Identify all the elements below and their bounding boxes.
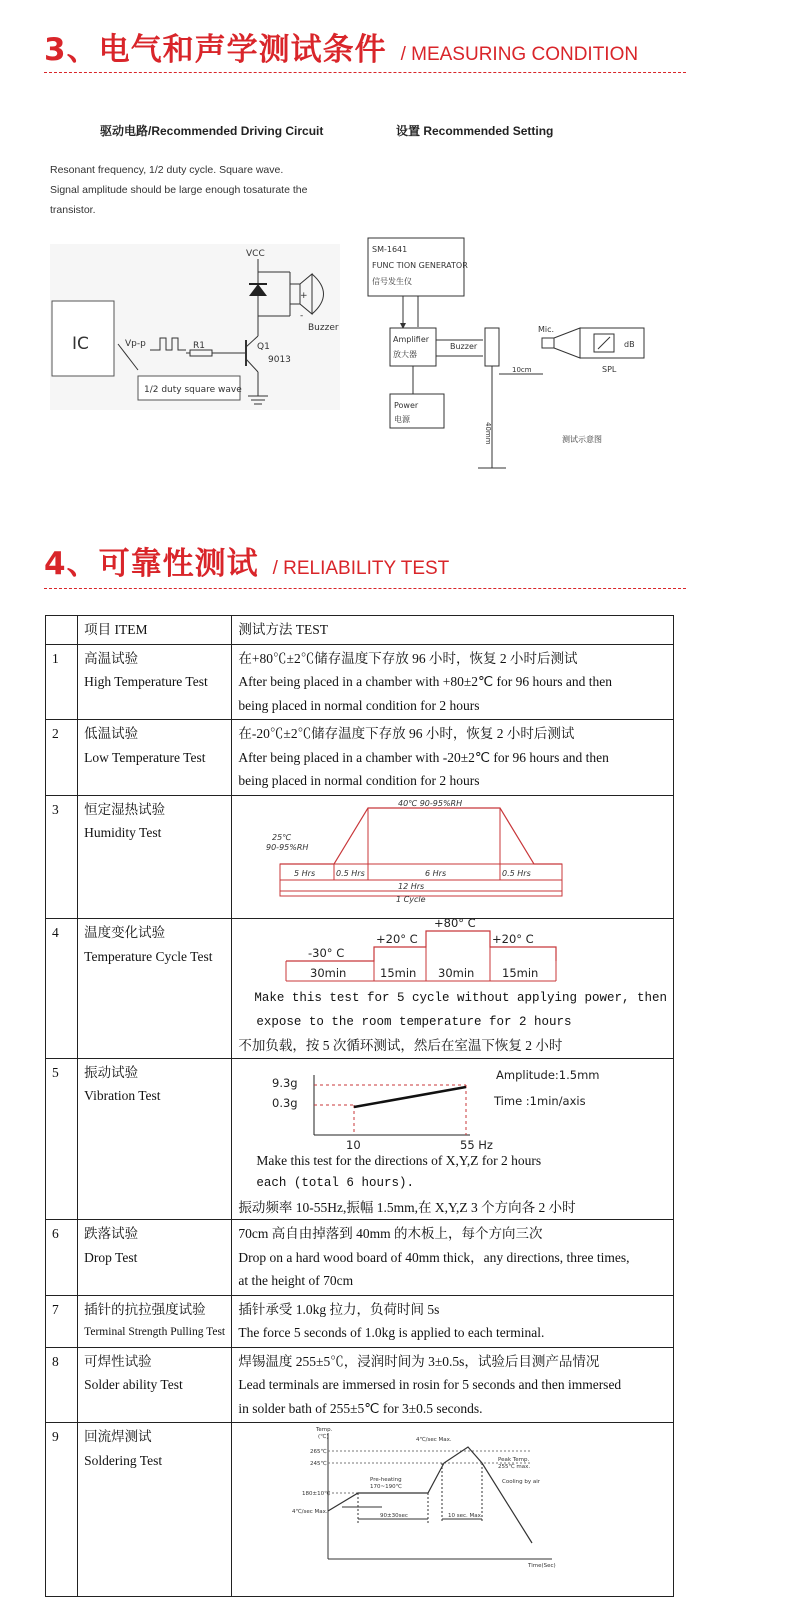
q1-label: Q1 [257, 342, 270, 352]
driving-circuit-diagram [50, 244, 340, 410]
test-line: After being placed in a chamber with +80±2℃ for 96 hours and then [238, 674, 612, 689]
section-3-title: 3、电气和声学测试条件 [44, 32, 387, 68]
height-label: 40mm [484, 422, 492, 445]
test-line: Drop on a hard wood board of 40mm thick，any directions, three times, [238, 1249, 630, 1265]
row-item [78, 1220, 232, 1296]
desc-line: transistor. [50, 204, 96, 216]
table-row [46, 1058, 674, 1220]
test-line: 70cm 高自由掉落到 40mm 的木板上，每个方向三次 [238, 1226, 543, 1241]
setting-label: 设置 Recommended Setting [396, 124, 554, 138]
mic-symbol [542, 338, 554, 348]
reflow-peak-2: 255℃ max. [498, 1464, 531, 1470]
test-line: 振动频率 10-55Hz,振幅 1.5mm,在 X,Y,Z 3 个方向各 2 小时 [238, 1199, 576, 1215]
table-row [46, 720, 674, 796]
row-number: 8 [46, 1347, 78, 1423]
table-row [46, 1295, 674, 1347]
row-test [232, 919, 674, 1059]
row-test [232, 1423, 674, 1597]
reflow-245: 245℃ [310, 1461, 328, 1467]
humidity-top-label: 40℃ 90-95%RH [398, 798, 463, 808]
item-en: Temperature Cycle Test [84, 948, 213, 964]
section-4-divider [44, 588, 686, 589]
row-test [232, 1058, 674, 1220]
row-test [232, 720, 674, 796]
vib-y-high: 9.3g [272, 1075, 299, 1090]
reflow-profile-diagram [232, 1423, 652, 1588]
reflow-preheat-1: Pre-heating [370, 1477, 403, 1483]
row-number: 3 [46, 795, 78, 919]
section-4-title: 4、可靠性测试 [44, 546, 259, 582]
test-line: After being placed in a chamber with -20±2℃ for 96 hours and then [238, 749, 609, 765]
humidity-seg-3: 6 Hrs [425, 868, 447, 878]
reflow-ramp: 4℃/sec Max. [292, 1509, 329, 1515]
distance-label: 10cm [512, 366, 532, 374]
q-model-label: 9013 [268, 355, 291, 365]
row-item [78, 1347, 232, 1423]
test-line: Make this test for the directions of X,Y,Z for 2 hours [256, 1152, 542, 1168]
vib-time: Time :1min/axis [494, 1093, 587, 1108]
reflow-cool: Cooling by air [502, 1479, 541, 1485]
reflow-time: Time(Sec) [528, 1563, 557, 1569]
row-number: 7 [46, 1295, 78, 1347]
buzzer-label: Buzzer [308, 323, 339, 333]
humidity-profile-diagram [232, 796, 652, 911]
driving-circuit-label: 驱动电路/Recommended Driving Circuit [100, 124, 324, 138]
setting-diagram [358, 232, 658, 472]
circuit-description [50, 160, 340, 220]
db-label: dB [624, 340, 635, 349]
amp-en: Amplifier [393, 335, 430, 344]
buzzer-plus: + [300, 291, 308, 301]
reflow-unit-label: (℃) [318, 1434, 329, 1440]
spl-label: SPL [602, 365, 617, 374]
test-line: Make this test for 5 cycle without applying power, then [254, 991, 667, 1005]
vib-y-low: 0.3g [272, 1095, 299, 1110]
row-test [232, 1220, 674, 1296]
test-line: in solder bath of 255±5℃ for 3±0.5 seconds. [238, 1400, 483, 1416]
row-number: 6 [46, 1220, 78, 1296]
item-cn: 恒定湿热试验 [84, 801, 166, 817]
item-en: Soldering Test [84, 1452, 163, 1468]
r1-label: R1 [193, 341, 205, 351]
table-row [46, 1220, 674, 1296]
humidity-total: 12 Hrs [398, 881, 425, 891]
item-cn: 振动试验 [84, 1064, 139, 1080]
cycle-temp-3: +80° C [434, 919, 477, 930]
buzzer-holder [485, 328, 499, 366]
row-item [78, 795, 232, 919]
row-test [232, 1347, 674, 1423]
vibration-sweep-line [354, 1087, 466, 1107]
test-line: 在+80℃±2℃储存温度下存放 96 小时，恢复 2 小时后测试 [238, 650, 578, 666]
header-item: 项目 ITEM [78, 616, 232, 645]
vibration-diagram [238, 1059, 648, 1149]
vib-x-low: 10 [346, 1137, 362, 1149]
test-line: being placed in normal condition for 2 hours [238, 697, 480, 713]
buzzer-minus: - [300, 311, 304, 321]
vpp-label: Vp-p [125, 339, 146, 349]
table-row [46, 795, 674, 919]
desc-line: Resonant frequency, 1/2 duty cycle. Square wave. [50, 164, 284, 176]
cycle-dur-1: 30min [310, 966, 347, 980]
item-cn: 回流焊测试 [84, 1429, 152, 1444]
reflow-90: 90±30sec [380, 1513, 409, 1519]
cycle-temp-4: +20° C [492, 932, 535, 946]
humidity-start-rh: 90-95%RH [266, 842, 309, 852]
item-cn: 低温试验 [84, 726, 139, 741]
reliability-table [45, 615, 674, 1597]
desc-line: Signal amplitude should be large enough tosaturate the [50, 184, 308, 196]
humidity-cycle: 1 Cycle [396, 894, 426, 904]
section-4-heading [44, 538, 449, 583]
humidity-seg-2: 0.5 Hrs [336, 868, 366, 878]
reflow-265: 265℃ [310, 1449, 328, 1455]
test-line: expose to the room temperature for 2 hours [256, 1014, 572, 1029]
row-item [78, 919, 232, 1059]
test-line: at the height of 70cm [238, 1273, 354, 1288]
item-en: Terminal Strength Pulling Test [84, 1326, 226, 1338]
table-row [46, 1347, 674, 1423]
row-number: 9 [46, 1423, 78, 1597]
test-line: each (total 6 hours). [256, 1176, 414, 1190]
power-en: Power [394, 401, 419, 410]
reflow-ramp-top: 4℃/sec Max. [416, 1437, 453, 1443]
row-number: 4 [46, 919, 78, 1059]
test-line: 插针承受 1.0kg 拉力，负荷时间 5s [238, 1301, 440, 1317]
item-en: Low Temperature Test [84, 749, 206, 765]
gen-cn: 信号发生仪 [372, 277, 412, 286]
row-number: 2 [46, 720, 78, 796]
row-item [78, 1423, 232, 1597]
table-row [46, 644, 674, 720]
reflow-preheat-2: 170~190℃ [370, 1484, 403, 1490]
item-cn: 高温试验 [84, 650, 139, 666]
item-cn: 跌落试验 [84, 1226, 139, 1241]
amp-cn: 放大器 [393, 350, 417, 359]
test-line: 在-20℃±2℃储存温度下存放 96 小时，恢复 2 小时后测试 [238, 726, 575, 741]
reflow-peak-1: Peak Temp. [498, 1457, 530, 1463]
cycle-temp-2: +20° C [376, 932, 419, 946]
test-line: 不加负载，按 5 次循环测试，然后在室温下恢复 2 小时 [238, 1038, 563, 1053]
row-item [78, 1295, 232, 1347]
row-number: 5 [46, 1058, 78, 1220]
mic-label: Mic. [538, 325, 555, 334]
section-3-subtitle: / MEASURING CONDITION [400, 44, 639, 65]
power-cn: 电源 [394, 415, 410, 424]
test-line: being placed in normal condition for 2 hours [238, 773, 480, 788]
humidity-seg-4: 0.5 Hrs [502, 868, 532, 878]
item-en: Drop Test [84, 1249, 138, 1265]
section-3-divider [44, 72, 686, 73]
vib-amplitude: Amplitude:1.5mm [496, 1067, 600, 1082]
table-row [46, 919, 674, 1059]
section-4-subtitle: / RELIABILITY TEST [272, 558, 450, 579]
test-line: Lead terminals are immersed in rosin for 5 seconds and then immersed [238, 1377, 622, 1392]
vib-x-high: 55 Hz [460, 1137, 494, 1149]
cycle-temp-1: -30° C [308, 946, 345, 960]
row-item [78, 720, 232, 796]
cycle-dur-2: 15min [380, 966, 417, 980]
duty-note: 1/2 duty square wave [144, 385, 242, 395]
gen-name: FUNC TION GENERATOR [372, 261, 468, 270]
item-cn: 可焊性试验 [84, 1353, 152, 1369]
table-row [46, 1423, 674, 1597]
item-en: Solder ability Test [84, 1377, 183, 1392]
item-en: Vibration Test [84, 1088, 161, 1103]
reflow-10: 10 sec. Max. [448, 1513, 484, 1519]
setting-buzzer: Buzzer [450, 342, 478, 351]
row-item [78, 1058, 232, 1220]
header-test: 测试方法 TEST [232, 616, 674, 645]
gen-model: SM-1641 [372, 245, 408, 254]
row-test [232, 795, 674, 919]
reflow-180: 180±10℃ [302, 1491, 331, 1497]
amplifier-box [390, 328, 436, 366]
table-header-row [46, 616, 674, 645]
row-item [78, 644, 232, 720]
item-cn: 插针的抗拉强度试验 [84, 1301, 206, 1317]
item-en: Humidity Test [84, 825, 162, 840]
test-line: 焊锡温度 255±5℃，浸润时间为 3±0.5s，试验后目测产品情况 [238, 1353, 600, 1369]
test-line: The force 5 seconds of 1.0kg is applied to each terminal. [238, 1325, 545, 1340]
reflow-temp-label: Temp. [316, 1427, 333, 1433]
item-en: High Temperature Test [84, 674, 208, 689]
cycle-dur-3: 30min [438, 966, 475, 980]
row-test [232, 1295, 674, 1347]
setting-caption: 测试示意图 [562, 435, 602, 444]
humidity-start-temp: 25℃ [272, 832, 292, 842]
humidity-seg-1: 5 Hrs [294, 868, 316, 878]
row-test [232, 644, 674, 720]
row-number: 1 [46, 644, 78, 720]
item-cn: 温度变化试验 [84, 925, 166, 940]
cycle-dur-4: 15min [502, 966, 539, 980]
vcc-label: VCC [246, 249, 265, 259]
ic-label: IC [72, 334, 89, 354]
temperature-cycle-diagram [238, 919, 648, 987]
section-3-heading [44, 24, 638, 69]
